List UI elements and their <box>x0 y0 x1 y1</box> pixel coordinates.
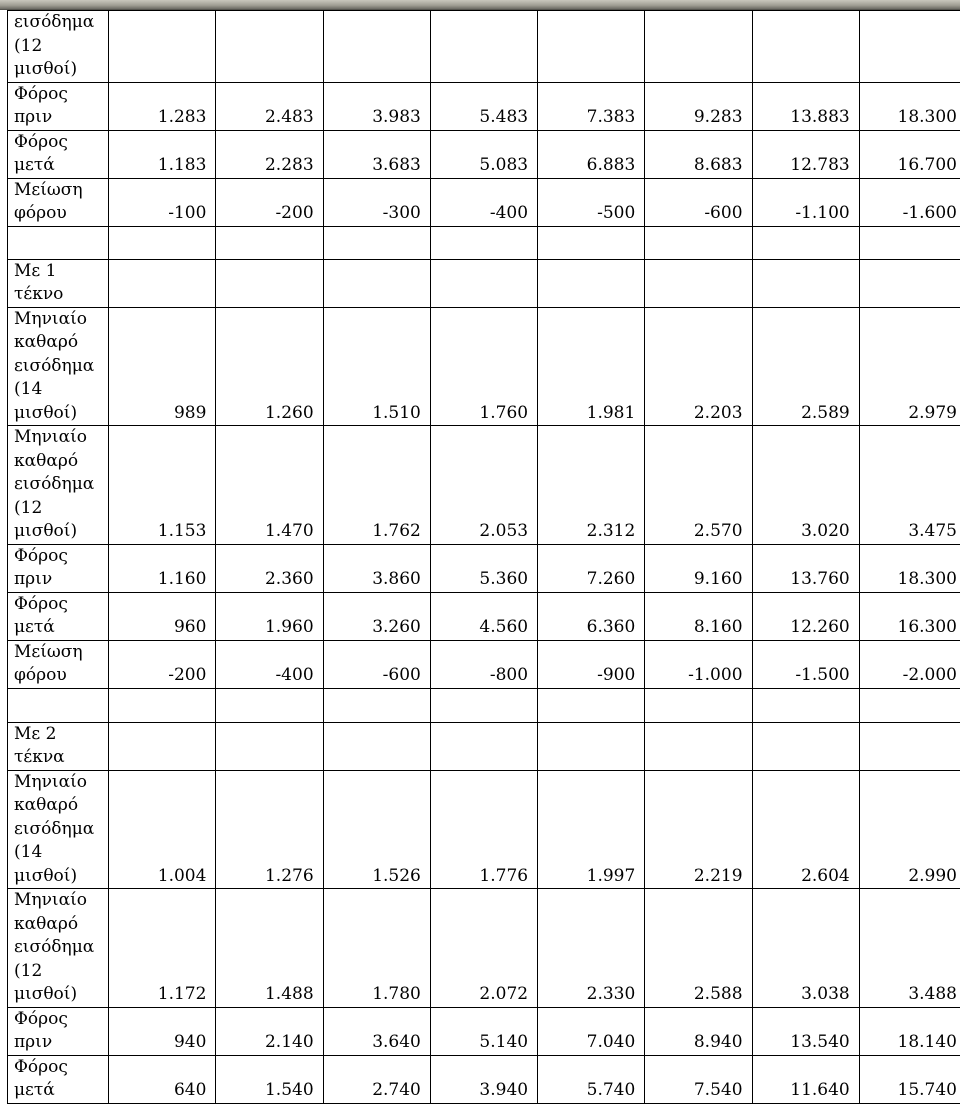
value-cell: 18.140 <box>859 1007 960 1055</box>
row-label-line: τέκνο <box>14 283 102 307</box>
value-cell <box>752 722 859 770</box>
value-cell: 11.640 <box>752 1055 859 1103</box>
document-table-container <box>7 10 960 1104</box>
value-cell: -1.500 <box>752 640 859 688</box>
row-label-line: καθαρό <box>14 913 102 937</box>
row-label-cell <box>8 889 109 1008</box>
value-cell: -200 <box>216 178 323 226</box>
value-cell: 1.183 <box>109 130 216 178</box>
row-label-line: μισθοί) <box>14 58 102 82</box>
value-cell <box>430 722 537 770</box>
value-cell: 2.990 <box>859 770 960 889</box>
value-cell <box>216 688 323 722</box>
value-cell <box>859 226 960 259</box>
row-label-line: (12 <box>14 960 102 984</box>
value-cell: 5.740 <box>538 1055 645 1103</box>
value-cell <box>645 722 752 770</box>
row-label-line: Φόρος <box>14 1056 102 1080</box>
row-label-line: Φόρος <box>14 131 102 155</box>
value-cell: 2.570 <box>645 426 752 545</box>
value-cell: 13.883 <box>752 82 859 130</box>
value-cell: 1.526 <box>323 770 430 889</box>
value-cell: 2.740 <box>323 1055 430 1103</box>
row-label-line: καθαρό <box>14 331 102 355</box>
table-row <box>8 688 960 722</box>
row-label-line: Φόρος <box>14 593 102 617</box>
row-label-line: πριν <box>14 1031 102 1055</box>
value-cell <box>323 11 430 83</box>
value-cell <box>109 259 216 307</box>
value-cell: 18.300 <box>859 82 960 130</box>
value-cell: 3.640 <box>323 1007 430 1055</box>
row-label-line: φόρου <box>14 202 102 226</box>
value-cell: 3.488 <box>859 889 960 1008</box>
value-cell <box>538 722 645 770</box>
value-cell: 1.470 <box>216 426 323 545</box>
value-cell: 4.560 <box>430 592 537 640</box>
value-cell: 2.588 <box>645 889 752 1008</box>
value-cell <box>645 11 752 83</box>
row-label-line: Μηνιαίο <box>14 426 102 450</box>
value-cell <box>109 688 216 722</box>
value-cell: 7.260 <box>538 544 645 592</box>
value-cell <box>216 226 323 259</box>
value-cell <box>859 722 960 770</box>
value-cell <box>109 722 216 770</box>
table-body <box>8 11 960 1104</box>
value-cell <box>323 226 430 259</box>
value-cell: 7.540 <box>645 1055 752 1103</box>
value-cell: 8.160 <box>645 592 752 640</box>
value-cell: 6.883 <box>538 130 645 178</box>
value-cell: 2.979 <box>859 307 960 426</box>
value-cell <box>109 11 216 83</box>
row-label-line: Μείωση <box>14 179 102 203</box>
row-label-line: πριν <box>14 106 102 130</box>
value-cell: 18.300 <box>859 544 960 592</box>
value-cell: 2.604 <box>752 770 859 889</box>
value-cell: -900 <box>538 640 645 688</box>
row-label-line: μετά <box>14 154 102 178</box>
value-cell: -1.000 <box>645 640 752 688</box>
row-label-line: μισθοί) <box>14 983 102 1007</box>
value-cell: 5.360 <box>430 544 537 592</box>
row-label-line: μισθοί) <box>14 520 102 544</box>
value-cell <box>538 226 645 259</box>
value-cell <box>752 259 859 307</box>
value-cell: 1.540 <box>216 1055 323 1103</box>
value-cell: 5.140 <box>430 1007 537 1055</box>
row-label-cell <box>8 688 109 722</box>
value-cell <box>216 11 323 83</box>
row-label-cell <box>8 722 109 770</box>
value-cell: 1.172 <box>109 889 216 1008</box>
row-label-line: Μηνιαίο <box>14 771 102 795</box>
table-row <box>8 426 960 545</box>
row-label-line: Μείωση <box>14 641 102 665</box>
value-cell: 1.283 <box>109 82 216 130</box>
row-label-line: Φόρος <box>14 1008 102 1032</box>
row-label-line: εισόδημα <box>14 936 102 960</box>
row-label-line: καθαρό <box>14 794 102 818</box>
table-row <box>8 1007 960 1055</box>
value-cell: 16.700 <box>859 130 960 178</box>
value-cell <box>752 11 859 83</box>
value-cell: 989 <box>109 307 216 426</box>
table-row <box>8 1055 960 1103</box>
value-cell: 9.160 <box>645 544 752 592</box>
value-cell <box>538 11 645 83</box>
row-label-line: (12 <box>14 35 102 59</box>
value-cell: -300 <box>323 178 430 226</box>
value-cell: 15.740 <box>859 1055 960 1103</box>
value-cell: 8.683 <box>645 130 752 178</box>
value-cell <box>109 226 216 259</box>
row-label-line: (14 <box>14 378 102 402</box>
row-label-cell <box>8 1055 109 1103</box>
value-cell <box>645 259 752 307</box>
table-row <box>8 544 960 592</box>
value-cell <box>859 688 960 722</box>
value-cell: 2.589 <box>752 307 859 426</box>
value-cell: 5.083 <box>430 130 537 178</box>
row-label-cell <box>8 1007 109 1055</box>
value-cell <box>430 688 537 722</box>
value-cell <box>323 688 430 722</box>
table-row <box>8 11 960 83</box>
value-cell: 1.762 <box>323 426 430 545</box>
row-label-cell <box>8 226 109 259</box>
row-label-cell <box>8 544 109 592</box>
value-cell: 1.760 <box>430 307 537 426</box>
value-cell: 2.360 <box>216 544 323 592</box>
row-label-cell <box>8 130 109 178</box>
value-cell: 2.330 <box>538 889 645 1008</box>
row-label-cell <box>8 640 109 688</box>
value-cell <box>859 11 960 83</box>
value-cell <box>645 688 752 722</box>
row-label-line: (14 <box>14 841 102 865</box>
row-label-cell <box>8 11 109 83</box>
value-cell: 12.783 <box>752 130 859 178</box>
row-label-line: Μηνιαίο <box>14 308 102 332</box>
value-cell: 3.038 <box>752 889 859 1008</box>
value-cell: -400 <box>216 640 323 688</box>
value-cell <box>430 259 537 307</box>
tax-table <box>7 10 960 1104</box>
value-cell: -500 <box>538 178 645 226</box>
value-cell: 7.383 <box>538 82 645 130</box>
row-label-line: εισόδημα <box>14 818 102 842</box>
value-cell: 12.260 <box>752 592 859 640</box>
value-cell: 1.488 <box>216 889 323 1008</box>
row-label-line: (12 <box>14 497 102 521</box>
value-cell: 2.312 <box>538 426 645 545</box>
value-cell: -100 <box>109 178 216 226</box>
value-cell <box>859 259 960 307</box>
row-label-line: πριν <box>14 568 102 592</box>
value-cell <box>430 226 537 259</box>
value-cell: -600 <box>323 640 430 688</box>
table-row <box>8 889 960 1008</box>
value-cell: 3.683 <box>323 130 430 178</box>
table-row <box>8 82 960 130</box>
value-cell: 3.020 <box>752 426 859 545</box>
value-cell <box>538 259 645 307</box>
value-cell <box>323 259 430 307</box>
value-cell: 2.283 <box>216 130 323 178</box>
row-label-line: Με 2 <box>14 723 102 747</box>
value-cell <box>538 688 645 722</box>
row-label-cell <box>8 259 109 307</box>
value-cell: 1.981 <box>538 307 645 426</box>
value-cell <box>645 226 752 259</box>
value-cell <box>323 722 430 770</box>
table-row <box>8 307 960 426</box>
value-cell: -1.600 <box>859 178 960 226</box>
table-row <box>8 259 960 307</box>
value-cell: 1.997 <box>538 770 645 889</box>
value-cell: 3.983 <box>323 82 430 130</box>
value-cell <box>752 688 859 722</box>
value-cell: -1.100 <box>752 178 859 226</box>
row-label-cell <box>8 307 109 426</box>
value-cell: 8.940 <box>645 1007 752 1055</box>
row-label-cell <box>8 592 109 640</box>
row-label-line: μισθοί) <box>14 402 102 426</box>
value-cell <box>752 226 859 259</box>
value-cell: 640 <box>109 1055 216 1103</box>
value-cell: 1.510 <box>323 307 430 426</box>
value-cell: 1.260 <box>216 307 323 426</box>
row-label-line: εισόδημα <box>14 355 102 379</box>
row-label-line: μισθοί) <box>14 865 102 889</box>
value-cell: 1.276 <box>216 770 323 889</box>
value-cell: 2.483 <box>216 82 323 130</box>
value-cell: 1.960 <box>216 592 323 640</box>
row-label-line: μετά <box>14 1079 102 1103</box>
value-cell: 1.160 <box>109 544 216 592</box>
row-label-cell <box>8 770 109 889</box>
row-label-cell <box>8 178 109 226</box>
value-cell: 9.283 <box>645 82 752 130</box>
value-cell: 1.004 <box>109 770 216 889</box>
row-label-line: φόρου <box>14 664 102 688</box>
value-cell: 2.203 <box>645 307 752 426</box>
value-cell: 1.776 <box>430 770 537 889</box>
value-cell: 5.483 <box>430 82 537 130</box>
row-label-line: Με 1 <box>14 260 102 284</box>
row-label-line: εισόδημα <box>14 473 102 497</box>
value-cell: 3.260 <box>323 592 430 640</box>
table-row <box>8 178 960 226</box>
value-cell: -2.000 <box>859 640 960 688</box>
table-row <box>8 770 960 889</box>
value-cell: 3.940 <box>430 1055 537 1103</box>
value-cell <box>430 11 537 83</box>
row-label-line: Φόρος <box>14 83 102 107</box>
table-row <box>8 226 960 259</box>
table-row <box>8 722 960 770</box>
row-label-line: Φόρος <box>14 545 102 569</box>
value-cell: 960 <box>109 592 216 640</box>
table-row <box>8 130 960 178</box>
value-cell: 940 <box>109 1007 216 1055</box>
value-cell: -800 <box>430 640 537 688</box>
value-cell: 16.300 <box>859 592 960 640</box>
value-cell: 1.153 <box>109 426 216 545</box>
value-cell: 2.219 <box>645 770 752 889</box>
value-cell: 2.072 <box>430 889 537 1008</box>
row-label-cell <box>8 82 109 130</box>
table-row <box>8 592 960 640</box>
table-row <box>8 640 960 688</box>
value-cell: 13.540 <box>752 1007 859 1055</box>
value-cell: 1.780 <box>323 889 430 1008</box>
value-cell: -600 <box>645 178 752 226</box>
value-cell: -400 <box>430 178 537 226</box>
value-cell <box>216 259 323 307</box>
row-label-line: εισόδημα <box>14 11 102 35</box>
row-label-line: καθαρό <box>14 450 102 474</box>
row-label-line: μετά <box>14 616 102 640</box>
value-cell: -200 <box>109 640 216 688</box>
window-top-edge <box>0 0 960 10</box>
value-cell: 2.140 <box>216 1007 323 1055</box>
row-label-line: τέκνα <box>14 746 102 770</box>
value-cell: 3.475 <box>859 426 960 545</box>
row-label-line: Μηνιαίο <box>14 889 102 913</box>
value-cell: 2.053 <box>430 426 537 545</box>
value-cell: 13.760 <box>752 544 859 592</box>
value-cell: 6.360 <box>538 592 645 640</box>
value-cell: 3.860 <box>323 544 430 592</box>
value-cell: 7.040 <box>538 1007 645 1055</box>
row-label-cell <box>8 426 109 545</box>
value-cell <box>216 722 323 770</box>
